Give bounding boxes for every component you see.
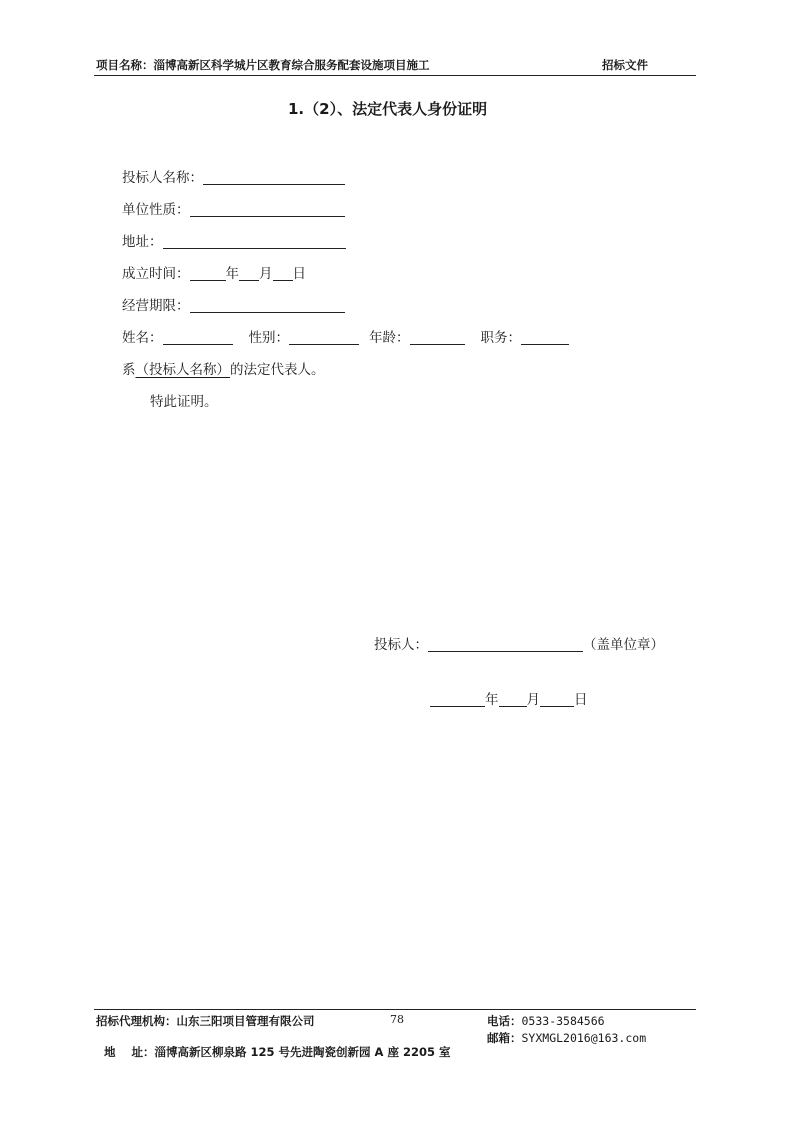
statement-bidder-placeholder: （投标人名称） (135, 362, 230, 378)
signature-bidder-blank (428, 636, 583, 652)
header-rule (94, 75, 696, 76)
signature-day-label: 日 (574, 692, 588, 708)
signature-year-label: 年 (485, 692, 499, 708)
established-day-label: 日 (292, 266, 306, 282)
bidder-name-blank (203, 169, 345, 185)
footer-email-label: 邮箱： (487, 1031, 522, 1045)
address-blank (163, 233, 346, 249)
field-established-label: 成立时间： (122, 266, 190, 282)
page-title: 1.（2）、法定代表人身份证明 (288, 100, 488, 118)
footer-agency (96, 1013, 315, 1029)
footer-phone-label: 电话： (487, 1014, 522, 1028)
signature-date (430, 688, 588, 708)
signature-seal-note: （盖单位章） (583, 637, 664, 653)
statement-line (122, 358, 325, 378)
signature-bidder-label: 投标人： (374, 637, 428, 653)
certify-text: 特此证明。 (150, 394, 218, 410)
established-month-blank (239, 265, 259, 281)
statement-suffix: 的法定代表人。 (230, 362, 325, 378)
gender-blank (289, 329, 359, 345)
footer-email (487, 1030, 646, 1046)
signature-year-blank (430, 691, 485, 707)
statement-prefix: 系 (122, 362, 136, 378)
field-operating-period-label: 经营期限： (122, 298, 190, 314)
established-month-label: 月 (259, 266, 273, 282)
field-unit-nature (122, 198, 345, 218)
field-unit-nature-label: 单位性质： (122, 202, 190, 218)
field-personal-info (122, 326, 569, 346)
field-age-label: 年龄： (369, 330, 410, 346)
footer-address (96, 1030, 450, 1060)
established-year-label: 年 (225, 266, 239, 282)
age-blank (410, 329, 465, 345)
established-day-blank (273, 265, 293, 281)
position-blank (521, 329, 569, 345)
field-gender-label: 性别： (248, 330, 289, 346)
header-project (96, 57, 430, 73)
footer-rule (94, 1009, 696, 1010)
header-project-name: 淄博高新区科学城片区教育综合服务配套设施项目施工 (153, 58, 430, 72)
footer-phone-value: 0533-3584566 (521, 1014, 605, 1028)
footer-email-value: SYXMGL2016@163.com (521, 1031, 647, 1045)
operating-period-blank (190, 297, 345, 313)
field-bidder-name (122, 166, 345, 186)
field-position-label: 职务： (480, 330, 521, 346)
field-operating-period (122, 294, 345, 314)
established-year-blank (190, 265, 226, 281)
field-address-label: 地址： (122, 234, 163, 250)
header-doc-type: 招标文件 (602, 58, 648, 72)
footer-phone (487, 1013, 605, 1029)
field-name-label: 姓名： (122, 330, 163, 346)
field-bidder-name-label: 投标人名称： (122, 170, 203, 186)
unit-nature-blank (190, 201, 345, 217)
signature-month-blank (499, 691, 527, 707)
signature-bidder (374, 633, 664, 653)
field-established (122, 262, 306, 282)
header-project-label: 项目名称： (96, 58, 154, 72)
footer-address-value: 淄博高新区柳泉路 125 号先进陶瓷创新园 A 座 2205 室 (154, 1045, 451, 1059)
page-number: 78 (390, 1013, 404, 1026)
footer-agency-name: 山东三阳项目管理有限公司 (176, 1014, 315, 1028)
signature-month-label: 月 (526, 692, 540, 708)
footer-agency-label: 招标代理机构： (96, 1014, 177, 1028)
footer-address-label: 地 址： (104, 1045, 155, 1059)
field-address (122, 230, 346, 250)
name-blank (163, 329, 233, 345)
signature-day-blank (540, 691, 574, 707)
